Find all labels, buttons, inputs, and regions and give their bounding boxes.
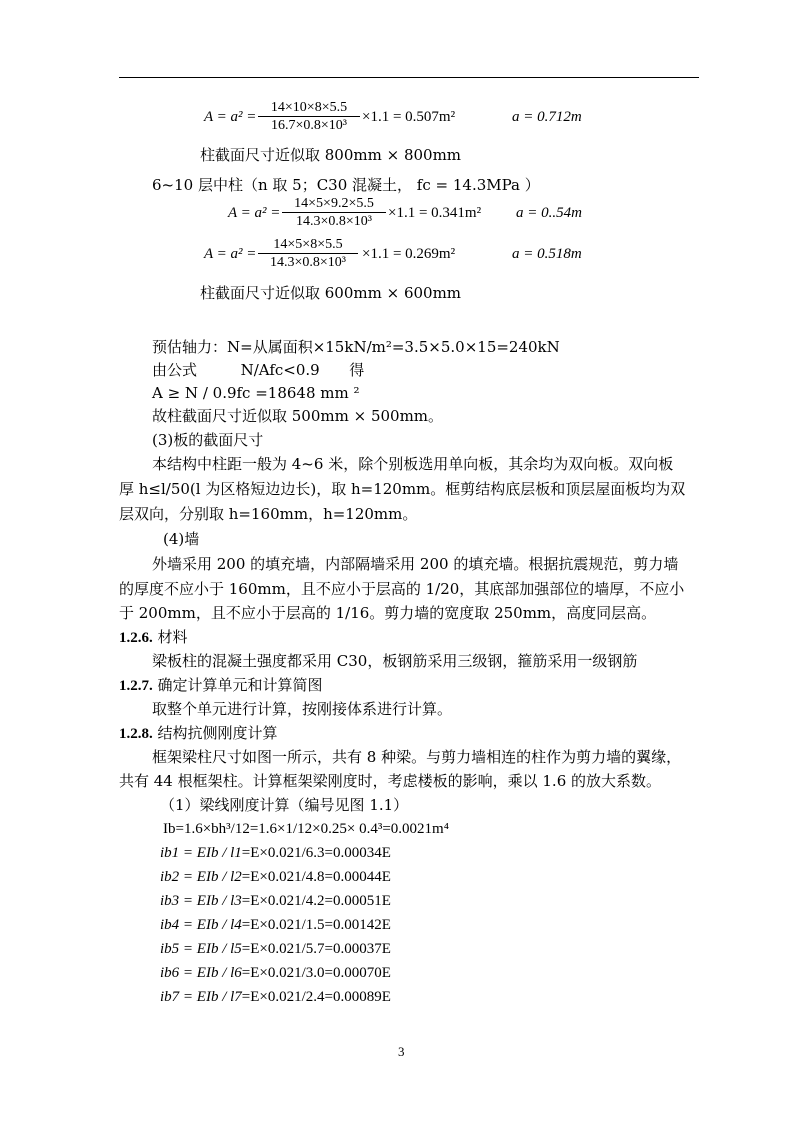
eq2-side: a = 0..54m [516,205,582,221]
eq2-rhs: ×1.1 = 0.341m² [388,205,482,221]
beam-stiffness-rhs: =E×0.021/4.2=0.00051E [241,893,391,909]
beam-stiffness-rhs: =E×0.021/2.4=0.00089E [241,989,391,1005]
beam-stiffness-lhs: ib1 = EIb / l1 [160,845,242,861]
eq3-rhs: ×1.1 = 0.269m² [362,246,456,262]
paragraph: 框架梁柱尺寸如图一所示，共有 8 种梁。与剪力墙相连的柱作为剪力墙的翼缘， [152,748,682,766]
section-heading [119,628,188,647]
subsection-label: (3)板的截面尺寸 [152,431,264,449]
eq3-fraction [258,236,358,271]
paragraph: 层双向，分别取 h=160mm，h=120mm。 [119,505,418,523]
beam-stiffness-lhs: ib7 = EIb / l7 [160,989,242,1005]
paragraph: 于 200mm，且不应小于层高的 1/16。剪力墙的宽度取 250mm，高度同层高。 [119,604,657,622]
header-rule [119,77,699,78]
beam-stiffness-rhs: =E×0.021/5.7=0.00037E [241,941,391,957]
paragraph: 故柱截面尺寸近似取 500mm × 500mm。 [152,407,444,425]
section-number: 1.2.8. [119,726,153,742]
beam-stiffness-row [160,940,391,958]
paragraph: A ≥ N / 0.9fc =18648 mm ² [152,384,360,402]
subsection-label: （1）梁线刚度计算（编号见图 1.1） [160,796,409,814]
section-title: 材料 [157,628,188,646]
paragraph: 梁板柱的混凝土强度都采用 C30，板钢筋采用三级钢，箍筋采用一级钢筋 [152,652,638,670]
section-title: 确定计算单元和计算简图 [157,676,323,694]
formula-expression: N/Afc<0.9 [240,361,320,379]
beam-stiffness-lhs: ib4 = EIb / l4 [160,917,242,933]
formula-suffix: 得 [349,361,365,379]
paragraph: 本结构中柱距一般为 4~6 米，除个别板选用单向板，其余均为双向板。双向板 [152,455,674,473]
eq1-rhs: ×1.1 = 0.507m² [362,109,456,125]
beam-stiffness-row [160,916,391,934]
beam-stiffness-lhs: ib2 = EIb / l2 [160,869,242,885]
beam-stiffness-rhs: =E×0.021/1.5=0.00142E [241,917,391,933]
beam-stiffness-lhs: ib3 = EIb / l3 [160,893,242,909]
paragraph: 柱截面尺寸近似取 600mm × 600mm [200,284,462,302]
section-heading [119,676,323,695]
eq1-numerator: 14×10×8×5.5 [258,99,360,117]
section-title: 结构抗侧刚度计算 [157,724,278,742]
beam-stiffness-row [160,988,391,1006]
formula-prefix: 由公式 [152,361,198,379]
eq2-denominator: 14.3×0.8×10³ [296,214,372,229]
beam-stiffness-rhs: =E×0.021/3.0=0.00070E [241,965,391,981]
paragraph: 厚 h≤l/50(l 为区格短边边长)，取 h=120mm。框剪结构底层板和顶层屋面板均为双 [119,480,686,498]
eq2-lhs: A = a² = [228,205,281,221]
eq3-lhs: A = a² = [204,246,257,262]
eq1-side: a = 0.712m [512,109,582,125]
paragraph: 取整个单元进行计算，按刚接体系进行计算。 [152,700,453,718]
eq3-numerator: 14×5×8×5.5 [258,236,358,254]
paragraph: 共有 44 根框架柱。计算框架梁刚度时，考虑楼板的影响，乘以 1.6 的放大系数。 [119,772,662,790]
eq1-fraction [258,99,360,134]
beam-stiffness-lhs: ib6 = EIb / l6 [160,965,242,981]
eq1-denominator: 16.7×0.8×10³ [271,118,347,133]
paragraph: 的厚度不应小于 160mm，且不应小于层高的 1/20，其底部加强部位的墙厚，不应小 [119,580,685,598]
subsection-label: (4)墙 [163,530,200,548]
beam-stiffness-row [160,964,391,982]
beam-stiffness-lhs: ib5 = EIb / l5 [160,941,242,957]
inertia-formula: Ib=1.6×bh³/12=1.6×1/12×0.25× 0.4³=0.0021m⁴ [163,821,449,837]
beam-stiffness-rhs: =E×0.021/4.8=0.00044E [241,869,391,885]
paragraph: 柱截面尺寸近似取 800mm × 800mm [200,146,462,164]
eq1-lhs: A = a² = [204,109,257,125]
eq3-side: a = 0.518m [512,246,582,262]
beam-stiffness-row [160,892,391,910]
eq2-numerator: 14×5×9.2×5.5 [282,195,386,213]
paragraph: 外墙采用 200 的填充墙，内部隔墙采用 200 的填充墙。根据抗震规范，剪力墙 [152,555,679,573]
beam-stiffness-row [160,844,391,862]
section-heading [119,724,278,743]
page-number: 3 [398,1044,405,1059]
eq3-denominator: 14.3×0.8×10³ [270,255,346,270]
paragraph: 6~10 层中柱（n 取 5；C30 混凝土， fc = 14.3MPa ） [152,176,540,194]
section-number: 1.2.7. [119,678,153,694]
paragraph: 预估轴力：N=从属面积×15kN/m²=3.5×5.0×15=240kN [152,338,560,356]
beam-stiffness-row [160,868,391,886]
beam-stiffness-rhs: =E×0.021/6.3=0.00034E [241,845,391,861]
section-number: 1.2.6. [119,630,153,646]
formula-line [152,361,364,379]
eq2-fraction [282,195,386,230]
